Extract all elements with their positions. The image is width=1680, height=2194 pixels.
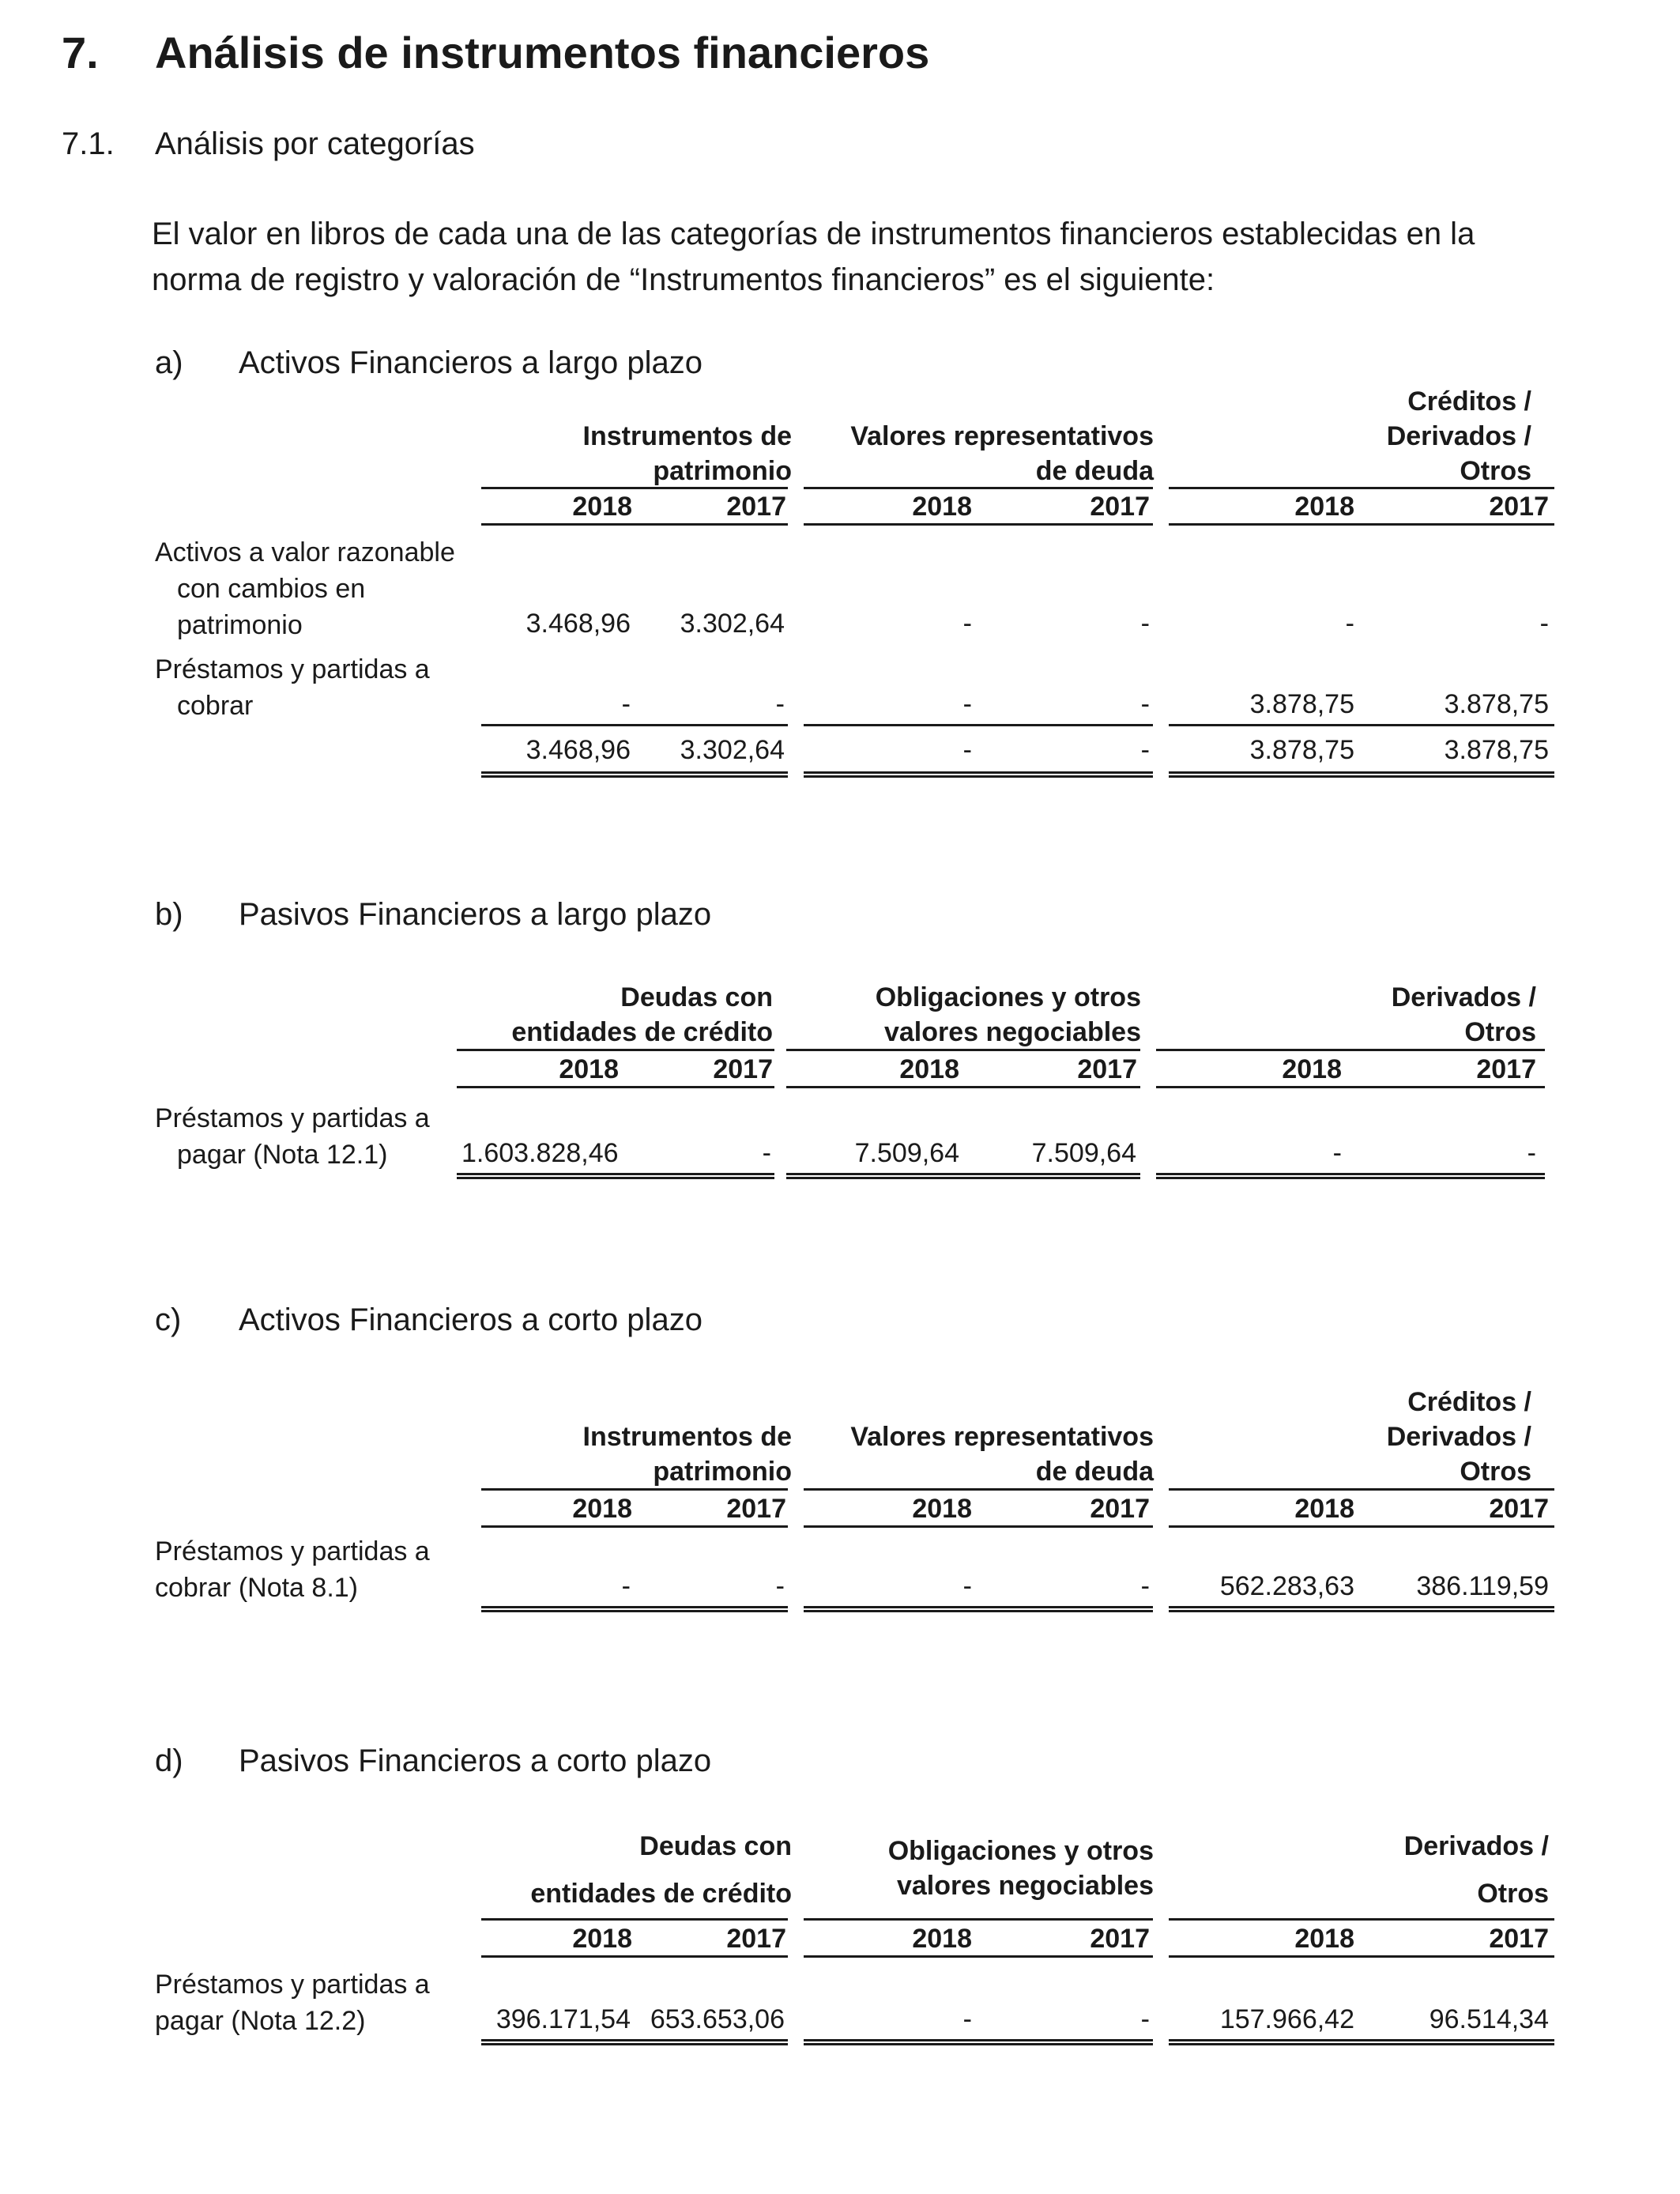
total-value: - (1140, 735, 1150, 765)
section-c-letter: c) (155, 1302, 182, 1337)
year-header: 2017 (713, 1054, 773, 1084)
col-group-3-header: Derivados / Otros (1391, 982, 1536, 1047)
year-header: 2017 (1077, 1054, 1137, 1084)
year-header: 2018 (1282, 1054, 1342, 1084)
year-header: 2018 (1294, 1924, 1354, 1954)
year-header: 2017 (1476, 1054, 1536, 1084)
col-group-1-header: Instrumentos de patrimonio (582, 1422, 792, 1487)
total-value: 3.468,96 (525, 735, 631, 765)
cell-value: 3.468,96 (525, 609, 631, 639)
year-header: 2017 (1489, 1494, 1549, 1524)
year-header: 2017 (726, 492, 786, 522)
year-header: 2018 (559, 1054, 619, 1084)
col-group-2-header: Valores representativos de deuda (850, 1422, 1154, 1487)
year-header: 2017 (1489, 1924, 1549, 1954)
year-header: 2018 (912, 1494, 972, 1524)
year-header: 2018 (912, 1924, 972, 1954)
year-header: 2018 (912, 492, 972, 522)
section-b-letter: b) (155, 897, 183, 932)
cell-value: - (1539, 609, 1549, 639)
year-header: 2017 (726, 1924, 786, 1954)
year-header: 2017 (1489, 492, 1549, 522)
row-label: Préstamos y partidas a cobrar (155, 654, 430, 721)
cell-value: - (621, 1571, 631, 1601)
subsection-number: 7.1. (62, 126, 115, 161)
row-label: Activos a valor razonable con cambios en patrimonio (155, 537, 455, 640)
section-a-title: Activos Financieros a largo plazo (239, 345, 703, 380)
section-b-title: Pasivos Financieros a largo plazo (239, 897, 712, 932)
cell-value: - (1140, 1571, 1150, 1601)
year-header: 2017 (1090, 492, 1150, 522)
cell-value: - (775, 1571, 785, 1601)
year-header: 2018 (572, 492, 632, 522)
year-header: 2018 (899, 1054, 959, 1084)
cell-value: 653.653,06 (650, 2004, 785, 2034)
cell-value: 3.878,75 (1249, 689, 1354, 719)
year-header: 2018 (1294, 1494, 1354, 1524)
cell-value: 7.509,64 (1031, 1138, 1136, 1168)
col-group-1-header: Deudas con entidades de crédito (511, 982, 773, 1047)
col-group-1-header: Instrumentos de patrimonio (582, 421, 792, 486)
cell-value: - (962, 1571, 972, 1601)
page-title: Análisis de instrumentos financieros (155, 28, 930, 77)
col-group-2-header: Obligaciones y otros valores negociables (887, 1836, 1154, 1901)
year-header: 2018 (572, 1494, 632, 1524)
cell-value: - (962, 2004, 972, 2034)
total-value: - (962, 735, 972, 765)
year-header: 2018 (572, 1924, 632, 1954)
cell-value: - (1345, 609, 1354, 639)
section-number: 7. (62, 28, 99, 77)
cell-value: 3.878,75 (1444, 689, 1549, 719)
subsection-title: Análisis por categorías (155, 126, 475, 161)
section-a-letter: a) (155, 345, 183, 380)
year-header: 2017 (726, 1494, 786, 1524)
total-value: 3.878,75 (1249, 735, 1354, 765)
cell-value: - (1332, 1138, 1342, 1168)
col-group-1-header: Deudas con entidades de crédito (530, 1831, 792, 1909)
section-d-letter: d) (155, 1744, 183, 1778)
section-d-title: Pasivos Financieros a corto plazo (239, 1744, 712, 1778)
cell-value: 157.966,42 (1219, 2004, 1354, 2034)
section-c-title: Activos Financieros a corto plazo (239, 1302, 703, 1337)
cell-value: 396.171,54 (495, 2004, 631, 2034)
cell-value: 562.283,63 (1219, 1571, 1354, 1601)
col-group-2-header: Obligaciones y otros valores negociables (875, 982, 1141, 1047)
cell-value: - (775, 689, 785, 719)
year-header: 2017 (1090, 1924, 1150, 1954)
cell-value: - (1527, 1138, 1536, 1168)
cell-value: - (762, 1138, 771, 1168)
total-value: 3.302,64 (680, 735, 785, 765)
cell-value: - (962, 609, 972, 639)
cell-value: - (621, 689, 631, 719)
cell-value: - (1140, 2004, 1150, 2034)
intro-line-1: El valor en libros de cada una de las categorías de instrumentos financieros establecidas en la (152, 217, 1475, 251)
cell-value: 1.603.828,46 (461, 1138, 619, 1168)
col-group-3-header: Créditos / Derivados / Otros (1386, 1387, 1531, 1487)
intro-line-2: norma de registro y valoración de “Instrumentos financieros” es el siguiente: (152, 262, 1215, 297)
row-label: Préstamos y partidas a pagar (Nota 12.2) (155, 1970, 430, 2036)
cell-value: - (1140, 609, 1150, 639)
row-label: Préstamos y partidas a pagar (Nota 12.1) (155, 1103, 430, 1170)
row-label: Préstamos y partidas a cobrar (Nota 8.1) (155, 1536, 430, 1603)
total-value: 3.878,75 (1444, 735, 1549, 765)
cell-value: 386.119,59 (1416, 1571, 1549, 1601)
cell-value: 3.302,64 (680, 609, 785, 639)
cell-value: - (962, 689, 972, 719)
col-group-2-header: Valores representativos de deuda (850, 421, 1154, 486)
col-group-3-header: Derivados / Otros (1403, 1831, 1549, 1909)
cell-value: 96.514,34 (1429, 2004, 1549, 2034)
cell-value: - (1140, 689, 1150, 719)
col-group-3-header: Créditos / Derivados / Otros (1386, 386, 1531, 486)
year-header: 2018 (1294, 492, 1354, 522)
year-header: 2017 (1090, 1494, 1150, 1524)
cell-value: 7.509,64 (854, 1138, 959, 1168)
